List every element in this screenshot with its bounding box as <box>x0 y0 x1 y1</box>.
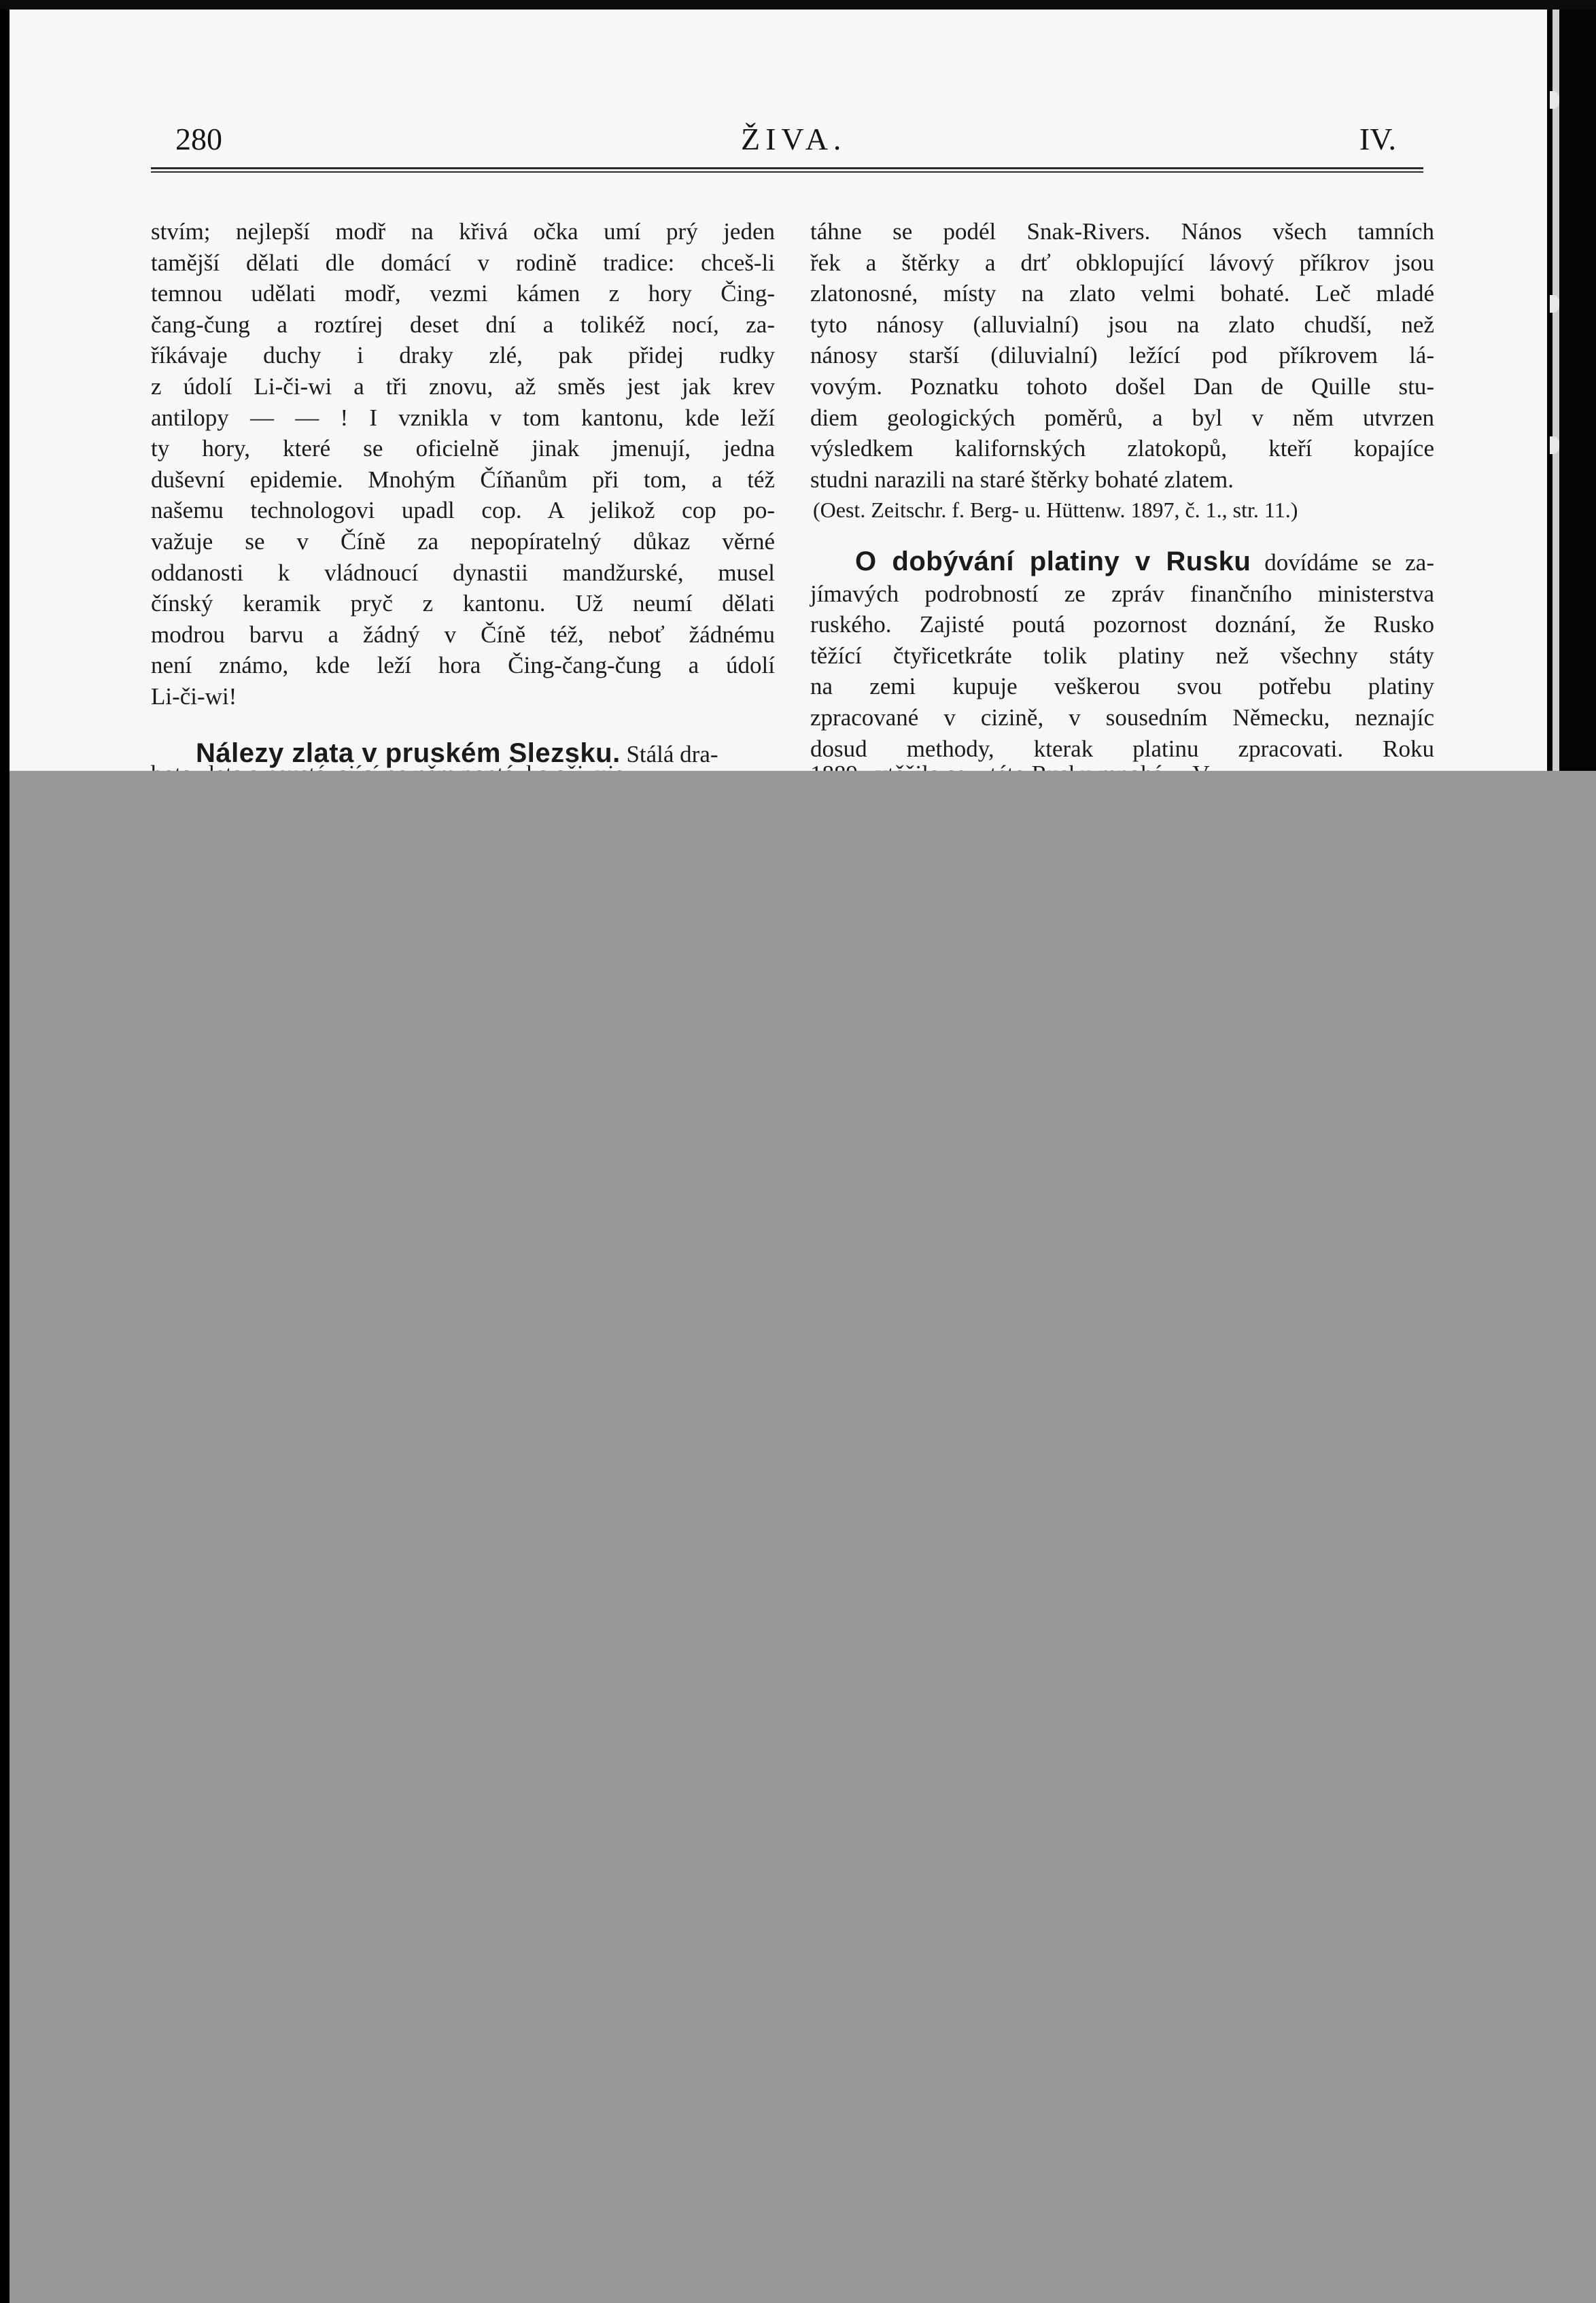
header-rule <box>151 167 1423 169</box>
page-edge-notch <box>1550 91 1559 109</box>
paragraph <box>151 216 775 712</box>
right-column <box>810 216 1434 764</box>
text-line: jímavých podrobností ze zpráv finančního ministerstva <box>810 580 1434 607</box>
paragraph <box>810 216 1434 526</box>
header-rule-double <box>151 171 1423 173</box>
text-line: antilopy — — ! I vznikla v tom kantonu, kde leží <box>151 404 775 431</box>
text-line: táhne se podél Snak-Rivers. Nános všech tamních <box>810 218 1434 245</box>
page-edge-line <box>1552 10 1559 771</box>
text-line: vovým. Poznatku tohoto došel Dan de Quille stu- <box>810 373 1434 400</box>
text-line: važuje se v Číně za nepopíratelný důkaz věrné <box>151 527 775 555</box>
page-edge-notch <box>1550 436 1559 454</box>
volume-number: IV. <box>1359 122 1396 156</box>
section-start <box>810 547 1434 578</box>
text-line: zpracované v cizině, v sousedním Německu, neznajíc <box>810 704 1434 731</box>
text-line: Li-či-wi! <box>151 682 237 710</box>
journal-title: ŽIVA. <box>741 122 847 156</box>
citation: (Oest. Zeitschr. f. Berg- u. Hüttenw. 1897, č. 1., str. 11.) <box>813 498 1298 523</box>
text-line: čang-čung a roztírej deset dní a tolikéž nocí, za- <box>151 311 775 338</box>
text-line: stvím; nejlepší modř na křivá očka umí prý jeden <box>151 218 775 245</box>
section-heading: O dobývání platiny v Rusku <box>855 546 1251 576</box>
section-heading: Nálezy zlata v pruském Slezsku. <box>196 738 621 768</box>
page-number: 280 <box>175 122 222 156</box>
text-line: ruského. Zajisté poutá pozornost doznání, že Rusko <box>810 611 1434 638</box>
text-line: modrou barvu a žádný v Číně též, neboť žádnému <box>151 621 775 648</box>
text-line: diem geologických poměrů, a byl v něm utvrzen <box>810 404 1434 431</box>
text-line: našemu technologovi upadl cop. A jelikož cop po- <box>151 497 775 524</box>
text-line: duševní epidemie. Mnohým Číňanům při tom, a též <box>151 466 775 493</box>
text-line: říkávaje duchy i draky zlé, pak přidej rudky <box>151 342 775 369</box>
text-line: zlatonosné, místy na zlato velmi bohaté. Leč mladé <box>810 280 1434 307</box>
page-header <box>151 121 1410 164</box>
text-line: tamější dělati dle domácí v rodině tradice: chceš-li <box>151 249 775 276</box>
text-line: těžící čtyřicetkráte tolik platiny než všechny státy <box>810 642 1434 669</box>
text-line: oddanosti k vládnoucí dynastii mandžurské, musel <box>151 559 775 586</box>
masked-region <box>10 771 1596 2303</box>
scan-border-top <box>0 0 1596 10</box>
text-line: dosud methody, kterak platinu zpracovati. Roku <box>810 735 1434 762</box>
text-line: temnou udělati modř, vezmi kámen z hory Čing- <box>151 280 775 307</box>
text-fragment: Stálá dra- <box>626 740 718 767</box>
cut-off-line <box>810 759 1434 771</box>
scan-border-right <box>1547 10 1596 771</box>
text-line: ty hory, které se oficielně jinak jmenují, jedna <box>151 435 775 462</box>
text-line: výsledkem kalifornských zlatokopů, kteří kopajíce <box>810 435 1434 462</box>
text-line: řek a štěrky a drť obklopující lávový příkrov jsou <box>810 249 1434 276</box>
paragraph <box>810 547 1434 764</box>
cut-off-line <box>151 759 775 771</box>
text-line: nánosy starší (diluvialní) ležící pod příkrovem lá- <box>810 342 1434 369</box>
text-line: není známo, kde leží hora Čing-čang-čung a údolí <box>151 652 775 679</box>
text-fragment: dovídáme se za- <box>1264 549 1434 576</box>
text-line: tyto nánosy (alluvialní) jsou na zlato chudší, než <box>810 311 1434 338</box>
left-column <box>151 216 775 769</box>
page-edge-notch <box>1550 295 1559 313</box>
text-line: z údolí Li-či-wi a tři znovu, až směs jest jak krev <box>151 373 775 400</box>
text-line: na zemi kupuje veškerou svou potřebu platiny <box>810 673 1434 700</box>
text-line: čínský keramik pryč z kantonu. Už neumí dělati <box>151 590 775 617</box>
text-line: studni narazili na staré štěrky bohaté zlatem. <box>810 466 1234 493</box>
